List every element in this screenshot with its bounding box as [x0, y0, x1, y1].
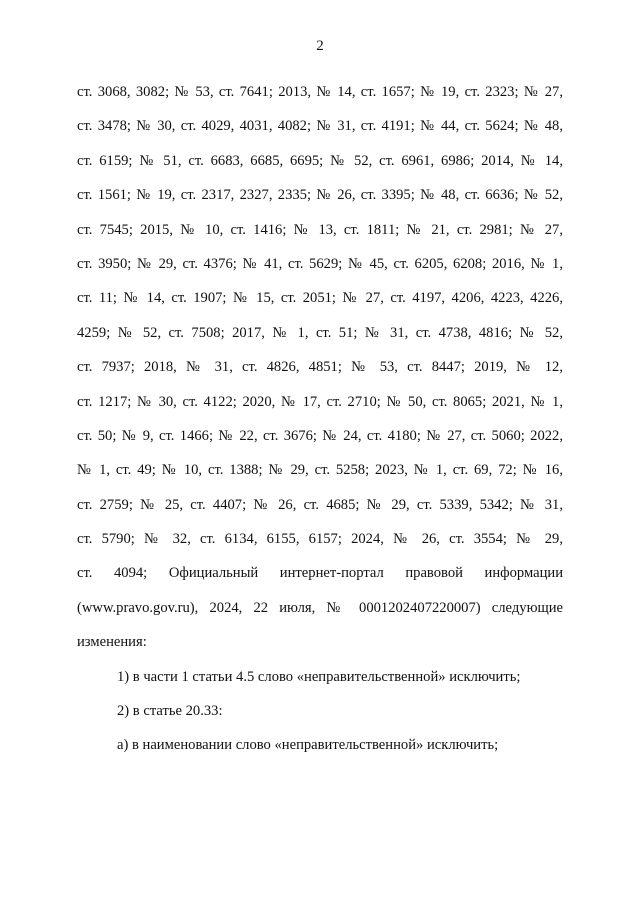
paragraph-item-2a: а) в наименовании слово «неправительственной» исключить;: [117, 737, 499, 754]
text-line: ст. 3068, 3082; № 53, ст. 7641; 2013, № 14, ст. 1657; № 19, ст. 2323; № 27,: [77, 84, 563, 100]
text-line: ст. 3478; № 30, ст. 4029, 4031, 4082; № 31, ст. 4191; № 44, ст. 5624; № 48,: [77, 118, 563, 135]
page-number: 2: [316, 38, 324, 54]
paragraph-item-1: 1) в части 1 статьи 4.5 слово «неправительственной» исключить;: [117, 668, 521, 685]
text-line: № 1, ст. 49; № 10, ст. 1388; № 29, ст. 5258; 2023, № 1, ст. 69, 72; № 16,: [77, 462, 563, 479]
text-line: ст. 2759; № 25, ст. 4407; № 26, ст. 4685; № 29, ст. 5339, 5342; № 31,: [77, 496, 563, 513]
text-line: ст. 6159; № 51, ст. 6683, 6685, 6695; № 52, ст. 6961, 6986; 2014, № 14,: [77, 152, 563, 169]
text-line: 4259; № 52, ст. 7508; 2017, № 1, ст. 51; № 31, ст. 4738, 4816; № 52,: [77, 324, 563, 341]
text-line: изменения:: [77, 634, 147, 651]
text-line: (www.pravo.gov.ru), 2024, 22 июля, № 0001202407220007) следующие: [77, 599, 563, 616]
text-line: ст. 4094; Официальный интернет-портал правовой информации: [77, 565, 563, 582]
text-line: ст. 50; № 9, ст. 1466; № 22, ст. 3676; № 24, ст. 4180; № 27, ст. 5060; 2022,: [77, 427, 563, 444]
text-line: ст. 5790; № 32, ст. 6134, 6155, 6157; 2024, № 26, ст. 3554; № 29,: [77, 531, 563, 548]
text-line: ст. 11; № 14, ст. 1907; № 15, ст. 2051; № 27, ст. 4197, 4206, 4223, 4226,: [77, 290, 563, 307]
text-line: ст. 1561; № 19, ст. 2317, 2327, 2335; № 26, ст. 3395; № 48, ст. 6636; № 52,: [77, 187, 563, 204]
text-line: ст. 1217; № 30, ст. 4122; 2020, № 17, ст. 2710; № 50, ст. 8065; 2021, № 1,: [77, 393, 563, 410]
text-line: ст. 7937; 2018, № 31, ст. 4826, 4851; № 53, ст. 8447; 2019, № 12,: [77, 359, 563, 376]
paragraph-item-2: 2) в статье 20.33:: [117, 703, 223, 720]
text-line: ст. 7545; 2015, № 10, ст. 1416; № 13, ст. 1811; № 21, ст. 2981; № 27,: [77, 221, 563, 238]
document-body: [77, 75, 563, 763]
text-line: ст. 3950; № 29, ст. 4376; № 41, ст. 5629; № 45, ст. 6205, 6208; 2016, № 1,: [77, 255, 563, 272]
